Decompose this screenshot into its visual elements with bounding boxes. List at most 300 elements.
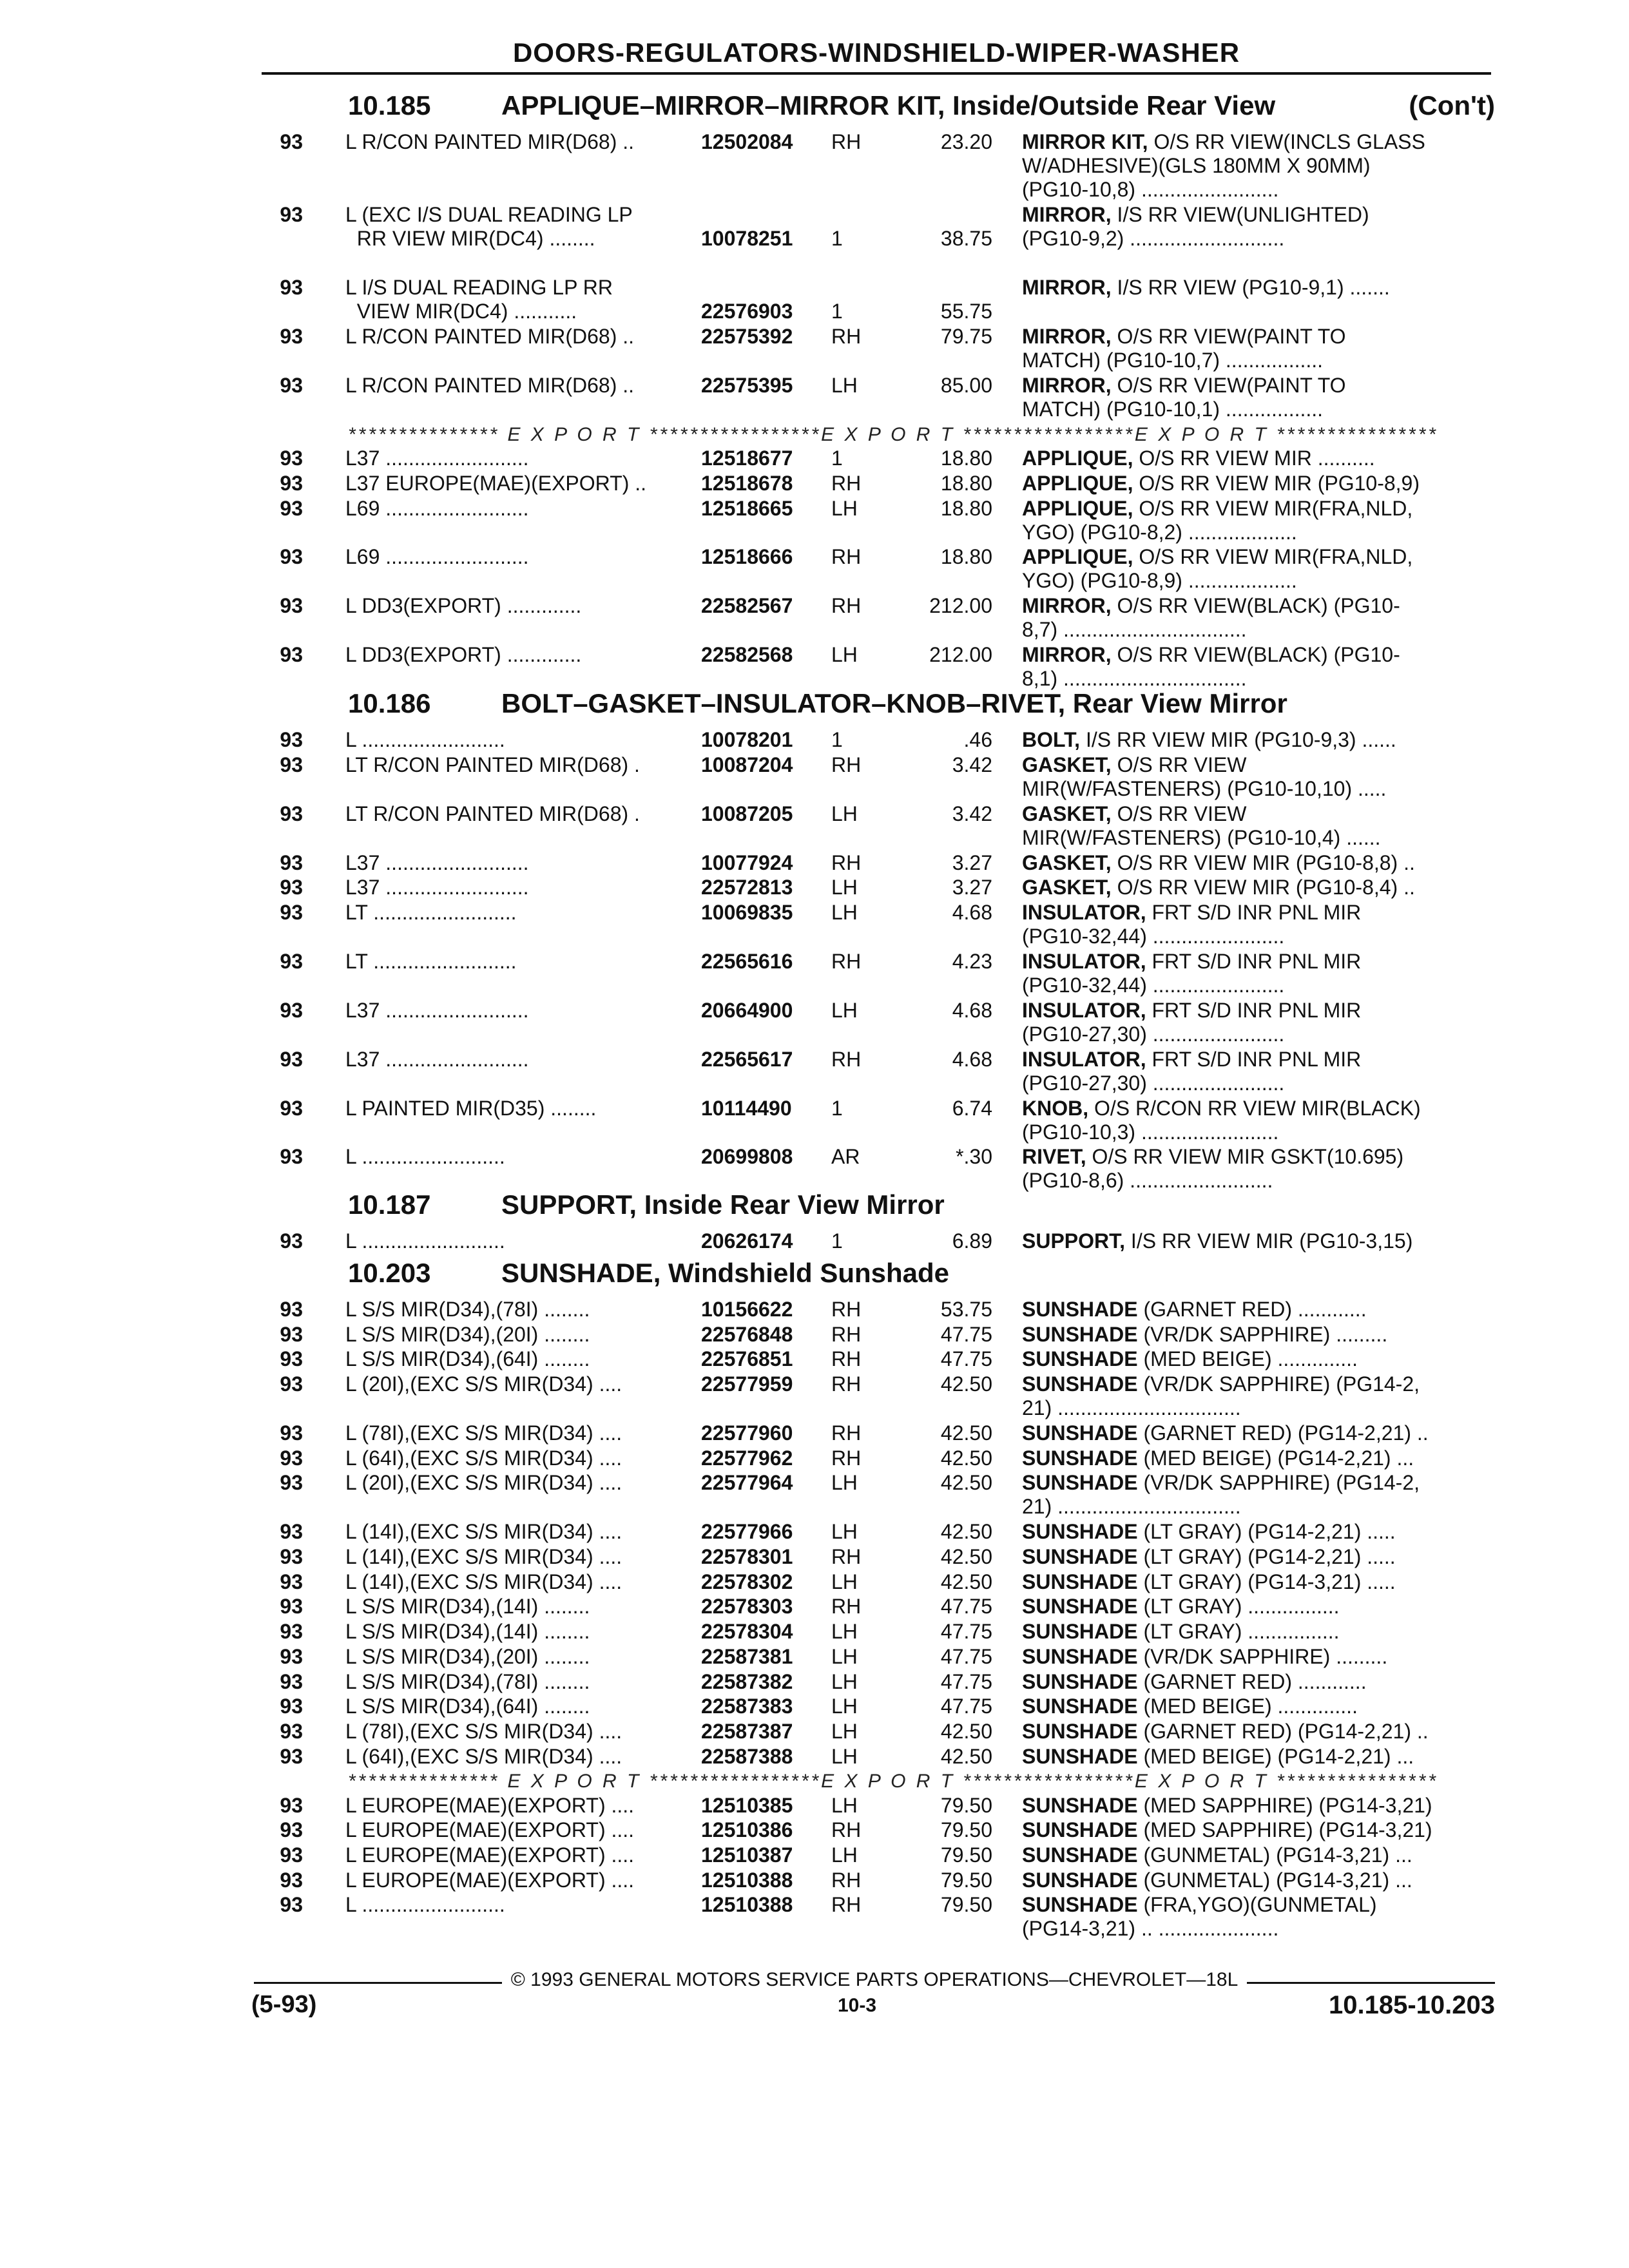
- application-spec: L69 .........................: [345, 496, 529, 520]
- application-spec: L .........................: [345, 728, 505, 751]
- part-number: 22587381: [701, 1644, 793, 1668]
- part-name: MIRROR,: [1022, 203, 1112, 227]
- price: 3.27: [952, 876, 992, 899]
- part-description: [1022, 130, 1490, 202]
- part-name: GASKET,: [1022, 753, 1112, 776]
- part-description: [1022, 1145, 1490, 1193]
- part-number: 12502084: [701, 130, 793, 153]
- price: 79.50: [940, 1818, 992, 1842]
- section-heading: [348, 1189, 1495, 1220]
- part-description: [1022, 901, 1490, 948]
- price: 47.75: [940, 1322, 992, 1346]
- quantity: LH: [831, 1520, 858, 1544]
- part-name: MIRROR,: [1022, 594, 1112, 618]
- price: 18.80: [940, 496, 992, 520]
- application-spec: L S/S MIR(D34),(78I) ........: [345, 1669, 590, 1693]
- quantity: RH: [831, 1446, 862, 1470]
- part-description: [1022, 950, 1490, 997]
- model-year: 93: [280, 1893, 303, 1917]
- application-spec: L S/S MIR(D34),(20I) ........: [345, 1322, 590, 1346]
- price: 47.75: [940, 1695, 992, 1718]
- part-name: SUNSHADE: [1022, 1818, 1138, 1842]
- model-year: 93: [280, 1096, 303, 1120]
- part-description: [1022, 1520, 1490, 1544]
- part-description: [1022, 728, 1490, 752]
- part-detail: O/S RR VIEW MIR ..........: [1139, 447, 1375, 470]
- part-description: [1022, 1794, 1490, 1818]
- part-description: [1022, 472, 1490, 495]
- application-spec: L EUROPE(MAE)(EXPORT) ....: [345, 1793, 635, 1817]
- part-name: SUPPORT,: [1022, 1229, 1126, 1253]
- price: 42.50: [940, 1719, 992, 1743]
- application-spec: LT R/CON PAINTED MIR(D68) .: [345, 802, 640, 825]
- model-year: 93: [280, 374, 303, 397]
- application-spec: L37 .........................: [345, 850, 529, 874]
- part-number: 10114490: [701, 1096, 792, 1120]
- quantity: LH: [831, 496, 858, 520]
- part-number: 12518665: [701, 496, 793, 520]
- quantity: RH: [831, 1347, 862, 1371]
- continued-label: (Con't): [1409, 90, 1495, 120]
- running-head: DOORS-REGULATORS-WINDSHIELD-WIPER-WASHER: [262, 37, 1491, 75]
- part-number: 22577966: [701, 1520, 793, 1544]
- model-year: 93: [280, 1347, 303, 1371]
- model-year: 93: [280, 900, 303, 924]
- application-spec: L37 .........................: [345, 1047, 529, 1071]
- model-year: 93: [280, 850, 303, 874]
- model-year: 93: [280, 276, 303, 300]
- part-description: [1022, 876, 1490, 899]
- quantity: RH: [831, 1818, 862, 1842]
- part-description: [1022, 1471, 1490, 1519]
- part-detail: (VR/DK SAPPHIRE) .........: [1143, 1322, 1388, 1346]
- model-year: 93: [280, 802, 303, 825]
- part-detail: (GUNMETAL) (PG14-3,21) ...: [1143, 1868, 1412, 1892]
- part-number: 12510385: [701, 1793, 793, 1817]
- model-year: 93: [280, 949, 303, 973]
- part-name: GASKET,: [1022, 802, 1112, 825]
- part-description: [1022, 851, 1490, 875]
- model-year: 93: [280, 1695, 303, 1718]
- price: 4.23: [952, 949, 992, 973]
- part-number: 12510388: [701, 1868, 793, 1892]
- part-detail: (LT GRAY) (PG14-3,21) .....: [1143, 1570, 1396, 1593]
- part-description: [1022, 1670, 1490, 1694]
- footer-copyright: [254, 1969, 1495, 1991]
- part-description: [1022, 1695, 1490, 1718]
- quantity: LH: [831, 1471, 858, 1495]
- model-year: 93: [280, 1843, 303, 1867]
- application-spec: L (64I),(EXC S/S MIR(D34) ....: [345, 1744, 622, 1768]
- price: 23.20: [940, 130, 992, 153]
- part-description: [1022, 1595, 1490, 1619]
- price: 212.00: [929, 594, 992, 618]
- part-name: SUNSHADE: [1022, 1620, 1138, 1644]
- part-description: [1022, 497, 1490, 544]
- part-detail: O/S RR VIEW(PAINT TO MATCH) (PG10-10,1) .................: [1022, 374, 1346, 421]
- part-number: 12518678: [701, 471, 793, 495]
- model-year: 93: [280, 753, 303, 776]
- model-year: 93: [280, 1047, 303, 1071]
- model-year: 93: [280, 1229, 303, 1253]
- quantity: 1: [831, 227, 843, 251]
- quantity: 1: [831, 1229, 843, 1253]
- quantity: RH: [831, 1372, 862, 1396]
- price: 47.75: [940, 1669, 992, 1693]
- price: 47.75: [940, 1347, 992, 1371]
- part-description: [1022, 1323, 1490, 1347]
- price: 79.75: [940, 325, 992, 349]
- application-spec: L S/S MIR(D34),(64I) ........: [345, 1347, 590, 1371]
- model-year: 93: [280, 130, 303, 153]
- quantity: 1: [831, 1096, 843, 1120]
- part-number: 22578302: [701, 1570, 793, 1593]
- part-name: SUNSHADE: [1022, 1595, 1138, 1619]
- price: 18.80: [940, 545, 992, 569]
- application-spec: L S/S MIR(D34),(78I) ........: [345, 1298, 590, 1321]
- application-spec: L37 .........................: [345, 998, 529, 1022]
- quantity: RH: [831, 471, 862, 495]
- part-name: GASKET,: [1022, 850, 1112, 874]
- price: 53.75: [940, 1298, 992, 1321]
- part-detail: O/S RR VIEW MIR(FRA,NLD, YGO) (PG10-8,2) ...................: [1022, 496, 1413, 544]
- quantity: LH: [831, 900, 858, 924]
- model-year: 93: [280, 1669, 303, 1693]
- application-spec: L37 EUROPE(MAE)(EXPORT) ..: [345, 471, 647, 495]
- part-number: 10069835: [701, 900, 793, 924]
- model-year: 93: [280, 643, 303, 667]
- part-detail: (GARNET RED) (PG14-2,21) ..: [1143, 1719, 1429, 1743]
- price: 6.89: [952, 1229, 992, 1253]
- application-spec: L (EXC I/S DUAL READING LP RR VIEW MIR(DC4) ........: [345, 203, 633, 251]
- part-name: APPLIQUE,: [1022, 447, 1133, 470]
- quantity: LH: [831, 1695, 858, 1718]
- price: 4.68: [952, 900, 992, 924]
- section-title: APPLIQUE–MIRROR–MIRROR KIT, Inside/Outside Rear View: [501, 90, 1276, 120]
- part-name: INSULATOR,: [1022, 949, 1146, 973]
- part-detail: (LT GRAY) (PG14-2,21) .....: [1143, 1520, 1396, 1544]
- model-year: 93: [280, 545, 303, 569]
- part-number: 22577959: [701, 1372, 793, 1396]
- section-number: 10.203: [348, 1258, 431, 1288]
- part-number: 10087204: [701, 753, 793, 776]
- part-detail: FRT S/D INR PNL MIR (PG10-27,30) .......................: [1022, 998, 1362, 1046]
- application-spec: L .........................: [345, 1145, 505, 1169]
- part-detail: FRT S/D INR PNL MIR (PG10-27,30) .......................: [1022, 1047, 1362, 1095]
- part-description: [1022, 203, 1490, 251]
- part-name: SUNSHADE: [1022, 1570, 1138, 1593]
- quantity: RH: [831, 594, 862, 618]
- part-detail: O/S RR VIEW(BLACK) (PG10- 8,7) ................................: [1022, 594, 1400, 642]
- part-detail: (MED SAPPHIRE) (PG14-3,21): [1143, 1793, 1432, 1817]
- part-name: MIRROR KIT,: [1022, 130, 1148, 153]
- part-description: [1022, 1545, 1490, 1569]
- part-detail: (MED BEIGE) ..............: [1143, 1695, 1358, 1718]
- part-detail: O/S RR VIEW MIR (PG10-8,8) ..: [1117, 850, 1415, 874]
- part-description: [1022, 1421, 1490, 1445]
- part-name: SUNSHADE: [1022, 1744, 1138, 1768]
- model-year: 93: [280, 1145, 303, 1169]
- part-description: [1022, 1372, 1490, 1420]
- part-name: SUNSHADE: [1022, 1793, 1138, 1817]
- price: 3.42: [952, 802, 992, 825]
- quantity: LH: [831, 876, 858, 899]
- quantity: 1: [831, 447, 843, 470]
- part-description: [1022, 1097, 1490, 1144]
- part-detail: I/S RR VIEW(UNLIGHTED) (PG10-9,2) ...........................: [1022, 203, 1369, 251]
- part-number: 20626174: [701, 1229, 793, 1253]
- part-description: [1022, 447, 1490, 470]
- part-detail: (LT GRAY) ................: [1143, 1595, 1340, 1619]
- part-number: 12510386: [701, 1818, 793, 1842]
- model-year: 93: [280, 1818, 303, 1842]
- part-number: 22577960: [701, 1421, 793, 1445]
- part-detail: O/S RR VIEW MIR GSKT(10.695) (PG10-8,6) .........................: [1022, 1145, 1404, 1193]
- application-spec: L .........................: [345, 1893, 505, 1917]
- model-year: 93: [280, 1298, 303, 1321]
- part-detail: (VR/DK SAPPHIRE) (PG14-2, 21) ................................: [1022, 1471, 1420, 1519]
- quantity: LH: [831, 1843, 858, 1867]
- part-detail: O/S RR VIEW MIR(FRA,NLD, YGO) (PG10-8,9) ...................: [1022, 545, 1413, 593]
- application-spec: L (14I),(EXC S/S MIR(D34) ....: [345, 1520, 622, 1544]
- quantity: RH: [831, 850, 862, 874]
- section-title: SUPPORT, Inside Rear View Mirror: [501, 1189, 945, 1220]
- part-detail: (FRA,YGO)(GUNMETAL) (PG14-3,21) .. .....................: [1022, 1893, 1377, 1941]
- part-name: SUNSHADE: [1022, 1695, 1138, 1718]
- part-number: 20699808: [701, 1145, 793, 1169]
- application-spec: L37 .........................: [345, 447, 529, 470]
- part-name: GASKET,: [1022, 876, 1112, 899]
- quantity: RH: [831, 1322, 862, 1346]
- model-year: 93: [280, 876, 303, 899]
- price: 47.75: [940, 1620, 992, 1644]
- price: 212.00: [929, 643, 992, 667]
- application-spec: L PAINTED MIR(D35) ........: [345, 1096, 597, 1120]
- part-detail: O/S RR VIEW(BLACK) (PG10- 8,1) ................................: [1022, 643, 1400, 691]
- part-detail: I/S RR VIEW MIR (PG10-9,3) ......: [1085, 728, 1396, 751]
- section-heading: [348, 1258, 1495, 1289]
- part-number: 22587382: [701, 1669, 793, 1693]
- footer-section-range: 10.185-10.203: [1328, 1991, 1495, 2019]
- part-detail: O/S RR VIEW MIR (PG10-8,9): [1139, 471, 1420, 495]
- model-year: 93: [280, 1421, 303, 1445]
- model-year: 93: [280, 1446, 303, 1470]
- application-spec: L .........................: [345, 1229, 505, 1253]
- quantity: 1: [831, 728, 843, 751]
- footer-date: (5-93): [251, 1991, 317, 2018]
- price: 42.50: [940, 1570, 992, 1593]
- part-number: 12510388: [701, 1893, 793, 1917]
- part-name: SUNSHADE: [1022, 1347, 1138, 1371]
- quantity: RH: [831, 1893, 862, 1917]
- part-number: 22576848: [701, 1322, 793, 1346]
- price: 85.00: [940, 374, 992, 397]
- application-spec: L (20I),(EXC S/S MIR(D34) ....: [345, 1372, 622, 1396]
- model-year: 93: [280, 203, 303, 227]
- part-name: MIRROR,: [1022, 325, 1112, 349]
- part-name: SUNSHADE: [1022, 1669, 1138, 1693]
- application-spec: L (78I),(EXC S/S MIR(D34) ....: [345, 1421, 622, 1445]
- application-spec: L (64I),(EXC S/S MIR(D34) ....: [345, 1446, 622, 1470]
- quantity: RH: [831, 949, 862, 973]
- section-title: SUNSHADE, Windshield Sunshade: [501, 1258, 950, 1288]
- part-name: MIRROR,: [1022, 276, 1112, 300]
- application-spec: L R/CON PAINTED MIR(D68) ..: [345, 325, 635, 349]
- part-description: [1022, 1298, 1490, 1321]
- price: 47.75: [940, 1595, 992, 1619]
- model-year: 93: [280, 1719, 303, 1743]
- part-detail: (GARNET RED) ............: [1143, 1669, 1367, 1693]
- part-number: 22587387: [701, 1719, 793, 1743]
- application-spec: L R/CON PAINTED MIR(D68) ..: [345, 374, 635, 397]
- quantity: RH: [831, 1421, 862, 1445]
- part-name: RIVET,: [1022, 1145, 1086, 1169]
- part-number: 22575392: [701, 325, 793, 349]
- model-year: 93: [280, 1545, 303, 1568]
- part-description: [1022, 999, 1490, 1046]
- application-spec: LT .........................: [345, 949, 517, 973]
- part-name: SUNSHADE: [1022, 1545, 1138, 1568]
- part-description: [1022, 1843, 1490, 1867]
- model-year: 93: [280, 1322, 303, 1346]
- quantity: RH: [831, 1047, 862, 1071]
- part-description: [1022, 1048, 1490, 1095]
- section-number: 10.185: [348, 90, 431, 120]
- application-spec: L (78I),(EXC S/S MIR(D34) ....: [345, 1719, 622, 1743]
- part-description: [1022, 1570, 1490, 1594]
- part-detail: O/S RR VIEW MIR(W/FASTENERS) (PG10-10,4) ......: [1022, 802, 1381, 849]
- quantity: LH: [831, 1793, 858, 1817]
- export-divider: *************** E X P O R T *****************E X P O R T *****************E X P O R T ****************: [348, 1771, 1438, 1792]
- application-spec: L37 .........................: [345, 876, 529, 899]
- part-description: [1022, 594, 1490, 642]
- part-number: 10078251: [701, 227, 793, 251]
- price: 79.50: [940, 1868, 992, 1892]
- part-number: 22578304: [701, 1620, 793, 1644]
- part-name: APPLIQUE,: [1022, 496, 1133, 520]
- part-description: [1022, 1620, 1490, 1644]
- model-year: 93: [280, 1372, 303, 1396]
- model-year: 93: [280, 325, 303, 349]
- application-spec: L EUROPE(MAE)(EXPORT) ....: [345, 1818, 635, 1842]
- application-spec: L DD3(EXPORT) .............: [345, 643, 582, 667]
- part-number: 22582567: [701, 594, 793, 618]
- part-description: [1022, 545, 1490, 593]
- price: 42.50: [940, 1744, 992, 1768]
- part-detail: (LT GRAY) ................: [1143, 1620, 1340, 1644]
- quantity: RH: [831, 1595, 862, 1619]
- quantity: LH: [831, 1620, 858, 1644]
- model-year: 93: [280, 1595, 303, 1619]
- part-number: 22582568: [701, 643, 793, 667]
- part-detail: O/S R/CON RR VIEW MIR(BLACK) (PG10-10,3) ........................: [1022, 1096, 1421, 1144]
- part-description: [1022, 1446, 1490, 1470]
- part-detail: (MED BEIGE) ..............: [1143, 1347, 1358, 1371]
- part-description: [1022, 1869, 1490, 1892]
- part-number: 22578301: [701, 1545, 793, 1568]
- part-description: [1022, 753, 1490, 801]
- part-description: [1022, 276, 1490, 300]
- price: 79.50: [940, 1793, 992, 1817]
- part-description: [1022, 643, 1490, 691]
- model-year: 93: [280, 471, 303, 495]
- price: 79.50: [940, 1843, 992, 1867]
- model-year: 93: [280, 728, 303, 751]
- price: 6.74: [952, 1096, 992, 1120]
- part-description: [1022, 1229, 1490, 1253]
- application-spec: L (20I),(EXC S/S MIR(D34) ....: [345, 1471, 622, 1495]
- model-year: 93: [280, 1793, 303, 1817]
- price: 42.50: [940, 1372, 992, 1396]
- part-description: [1022, 1818, 1490, 1842]
- model-year: 93: [280, 1570, 303, 1593]
- price: 4.68: [952, 998, 992, 1022]
- part-description: [1022, 374, 1490, 421]
- part-number: 22578303: [701, 1595, 793, 1619]
- part-number: 22587383: [701, 1695, 793, 1718]
- price: 42.50: [940, 1545, 992, 1568]
- part-name: SUNSHADE: [1022, 1421, 1138, 1445]
- price: 55.75: [940, 300, 992, 323]
- part-name: SUNSHADE: [1022, 1719, 1138, 1743]
- part-number: 20664900: [701, 998, 793, 1022]
- part-number: 12518677: [701, 447, 793, 470]
- section-title: BOLT–GASKET–INSULATOR–KNOB–RIVET, Rear View Mirror: [501, 688, 1287, 718]
- part-number: 22565616: [701, 949, 793, 973]
- application-spec: L I/S DUAL READING LP RR VIEW MIR(DC4) ...........: [345, 276, 613, 323]
- model-year: 93: [280, 1644, 303, 1668]
- part-name: INSULATOR,: [1022, 900, 1146, 924]
- application-spec: L S/S MIR(D34),(64I) ........: [345, 1695, 590, 1718]
- price: 47.75: [940, 1644, 992, 1668]
- footer-page-number: 10-3: [837, 1995, 877, 2016]
- part-name: SUNSHADE: [1022, 1868, 1138, 1892]
- application-spec: L R/CON PAINTED MIR(D68) ..: [345, 130, 635, 153]
- price: 4.68: [952, 1047, 992, 1071]
- quantity: RH: [831, 753, 862, 776]
- application-spec: L EUROPE(MAE)(EXPORT) ....: [345, 1843, 635, 1867]
- part-description: [1022, 802, 1490, 850]
- part-detail: O/S RR VIEW(INCLS GLASS W/ADHESIVE)(GLS 180MM X 90MM) (PG10-10,8) ........................: [1022, 130, 1425, 201]
- model-year: 93: [280, 594, 303, 618]
- application-spec: L (14I),(EXC S/S MIR(D34) ....: [345, 1545, 622, 1568]
- part-name: APPLIQUE,: [1022, 471, 1133, 495]
- quantity: LH: [831, 1644, 858, 1668]
- part-description: [1022, 1745, 1490, 1769]
- quantity: RH: [831, 1545, 862, 1568]
- quantity: LH: [831, 1669, 858, 1693]
- application-spec: LT R/CON PAINTED MIR(D68) .: [345, 753, 640, 776]
- application-spec: L S/S MIR(D34),(20I) ........: [345, 1644, 590, 1668]
- application-spec: L S/S MIR(D34),(14I) ........: [345, 1595, 590, 1619]
- part-number: 22577962: [701, 1446, 793, 1470]
- price: .46: [963, 728, 992, 751]
- part-name: SUNSHADE: [1022, 1322, 1138, 1346]
- model-year: 93: [280, 998, 303, 1022]
- quantity: LH: [831, 643, 858, 667]
- part-detail: I/S RR VIEW (PG10-9,1) .......: [1117, 276, 1390, 300]
- quantity: LH: [831, 1744, 858, 1768]
- section-heading: [348, 688, 1495, 719]
- part-detail: FRT S/D INR PNL MIR (PG10-32,44) .......................: [1022, 949, 1362, 997]
- model-year: 93: [280, 496, 303, 520]
- quantity: AR: [831, 1145, 860, 1169]
- part-number: 22576903: [701, 300, 793, 323]
- quantity: LH: [831, 374, 858, 397]
- quantity: LH: [831, 998, 858, 1022]
- part-number: 10078201: [701, 728, 793, 751]
- part-name: SUNSHADE: [1022, 1644, 1138, 1668]
